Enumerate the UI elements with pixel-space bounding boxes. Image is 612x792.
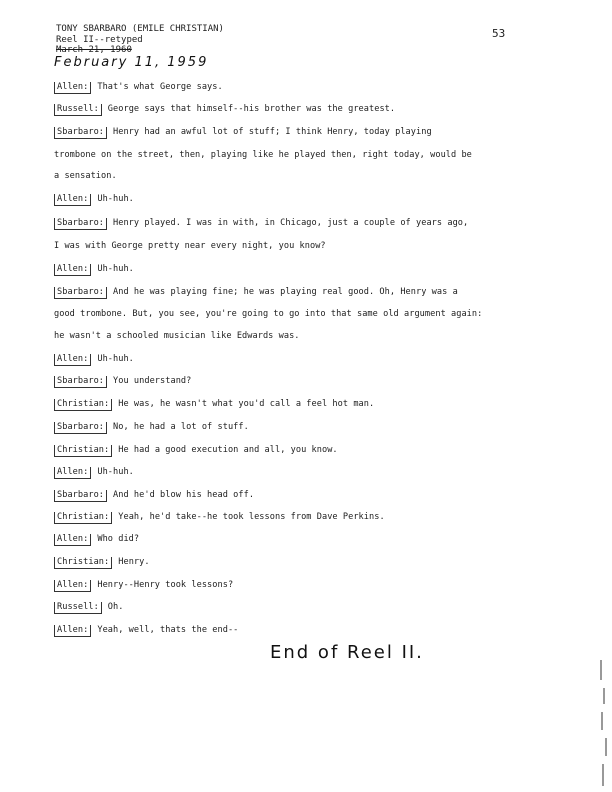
speaker-label: Russell: [54,602,102,614]
utterance-text: George says that himself--his brother was the greatest. [107,104,396,114]
speaker-label: Sbarbaro: [54,127,107,139]
speaker-label: Allen: [54,354,91,366]
utterance-text: Henry played. I was in with, in Chicago, just a couple of years ago, [113,218,469,228]
transcript-line [54,309,482,320]
speaker-label: Christian: [54,399,112,411]
utterance-text: Uh-huh. [97,354,134,364]
utterance-text: You understand? [113,376,192,386]
speaker-label: Sbarbaro: [54,490,107,502]
transcript-line [54,512,385,524]
utterance-text: He had a good execution and all, you know. [118,445,338,455]
transcript-line [54,422,249,434]
transcript-line [54,445,338,457]
utterance-text: Henry had an awful lot of stuff; I think Henry, today playing [113,127,432,137]
utterance-text: Uh-huh. [97,194,134,204]
utterance-text: Uh-huh. [97,467,134,477]
speaker-label: Christian: [54,557,112,569]
utterance-text: he wasn't a schooled musician like Edwards was. [54,331,300,341]
transcript-line [54,264,134,276]
speaker-label: Sbarbaro: [54,218,107,230]
struck-date: March 21, 1960 [56,45,132,55]
utterance-text: And he'd blow his head off. [113,490,255,500]
transcript-line [54,104,395,116]
utterance-text: good trombone. But, you see, you're going to go into that same old argument again: [54,309,483,319]
speaker-label: Christian: [54,445,112,457]
speaker-label: Allen: [54,264,91,276]
utterance-text: trombone on the street, then, playing like he played then, right today, would be [54,150,472,160]
speaker-label: Allen: [54,580,91,592]
utterance-text: a sensation. [54,171,117,181]
utterance-text: He was, he wasn't what you'd call a feel hot man. [118,399,375,409]
transcript-line [54,331,300,342]
transcript-line [54,287,458,299]
utterance-text: That's what George says. [97,82,223,92]
utterance-text: Henry. [118,557,150,567]
speaker-label: Allen: [54,82,91,94]
transcript-line [54,602,123,614]
transcript-line [54,194,134,206]
end-of-reel-note: End of Reel II. [270,642,424,663]
transcript-line [54,218,468,230]
transcript-line [54,82,223,94]
transcript-line [54,171,117,182]
utterance-text: I was with George pretty near every night, you know? [54,241,326,251]
edge-scan-marks [598,660,612,790]
transcript-line [54,127,432,139]
speaker-label: Allen: [54,625,91,637]
transcript-line [54,534,139,546]
utterance-text: Yeah, he'd take--he took lessons from Dave Perkins. [118,512,385,522]
speaker-label: Sbarbaro: [54,376,107,388]
speaker-label: Allen: [54,534,91,546]
speaker-label: Sbarbaro: [54,422,107,434]
utterance-text: Yeah, well, thats the end-- [97,625,239,635]
speaker-label: Christian: [54,512,112,524]
page-number: 53 [492,27,506,40]
transcript-line [54,354,134,366]
transcript-line [54,376,191,388]
handwritten-date: February 11, 1959 [54,55,209,70]
reel-label: Reel II--retyped [56,35,143,45]
transcript-line [54,580,233,592]
utterance-text: Henry--Henry took lessons? [97,580,234,590]
speaker-label: Allen: [54,467,91,479]
speaker-label: Sbarbaro: [54,287,107,299]
speaker-label: Allen: [54,194,91,206]
transcript-line [54,467,134,479]
transcript-line [54,399,374,411]
utterance-text: Who did? [97,534,140,544]
transcript-line [54,241,326,252]
utterance-text: Uh-huh. [97,264,134,274]
document-title: TONY SBARBARO (EMILE CHRISTIAN) [56,24,224,34]
utterance-text: Oh. [107,602,124,612]
utterance-text: And he was playing fine; he was playing real good. Oh, Henry was a [113,287,458,297]
speaker-label: Russell: [54,104,102,116]
utterance-text: No, he had a lot of stuff. [113,422,249,432]
transcript-line [54,625,238,637]
transcript-line [54,490,254,502]
transcript-line [54,557,150,569]
transcript-line [54,150,472,161]
